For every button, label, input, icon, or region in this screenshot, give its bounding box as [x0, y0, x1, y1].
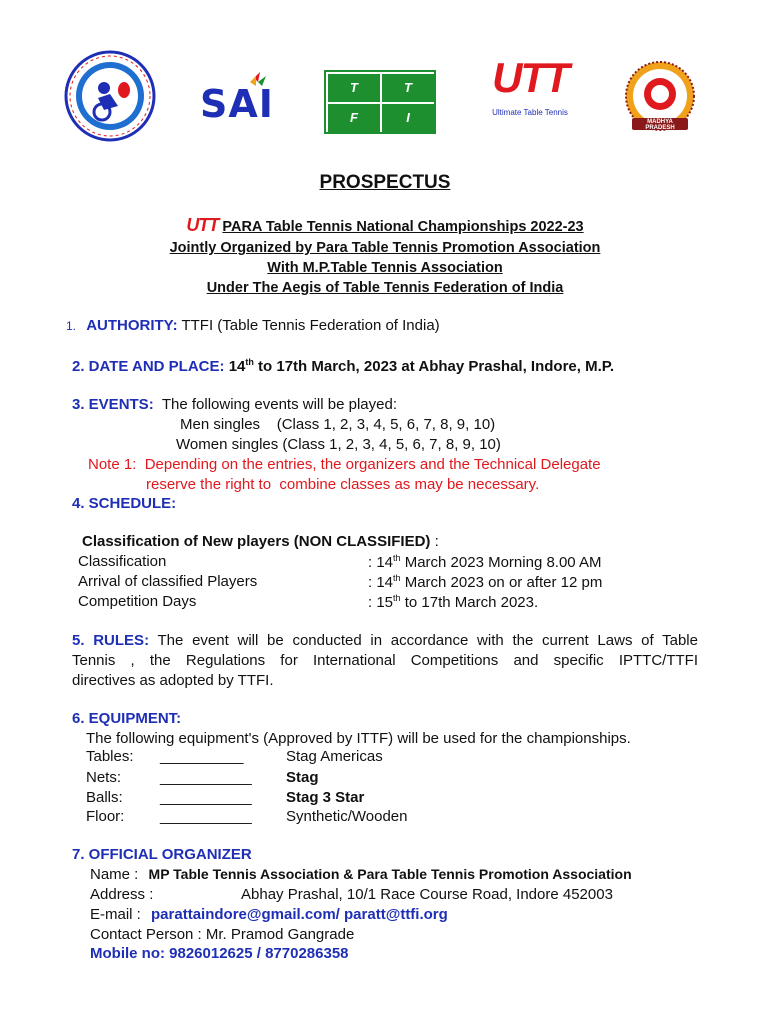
schedule-row-name-3: Competition Days [78, 593, 197, 610]
events-heading [72, 396, 397, 413]
organizer-label: 7. OFFICIAL ORGANIZER [72, 846, 252, 863]
equipment-row-value-1: Stag Americas [286, 748, 383, 765]
equipment-row-name-3: Balls: [86, 789, 123, 806]
schedule-row-date-1-sup: th [393, 553, 401, 563]
organizer-email-row [90, 906, 448, 923]
equipment-row-line-2: ___________ [160, 769, 252, 786]
date-place-label: 2. DATE AND PLACE: [72, 358, 225, 375]
schedule-row-date-3-sup: th [393, 593, 401, 603]
events-intro: The following events will be played: [161, 396, 397, 413]
authority-label: AUTHORITY: [86, 317, 178, 334]
rules-label: 5. RULES: [72, 632, 150, 649]
schedule-row-name-1: Classification [78, 553, 167, 570]
equipment-row-value-2: Stag [286, 769, 319, 786]
equipment-row-line-1: __________ [160, 748, 244, 765]
equipment-row-value-3: Stag 3 Star [286, 789, 365, 806]
equipment-row-name-1: Tables: [86, 748, 134, 765]
organizer-address-label: Address : [90, 886, 154, 903]
date-day: 14 [228, 358, 246, 375]
ttfi-cell-2: T [382, 74, 434, 102]
sai-text: SAI [200, 82, 274, 126]
rules-section [72, 631, 698, 691]
organizer-name: MP Table Tennis Association & Para Table Tennis Promotion Association [148, 866, 632, 882]
rules-line-3: directives as adopted by TTFI. [72, 672, 274, 689]
ttfi-cell-4: I [382, 104, 434, 132]
authority-number: 1. [66, 319, 77, 333]
organizer-contact: Contact Person : Mr. Pramod Gangrade [90, 926, 355, 943]
organizer-address: Abhay Prashal, 10/1 Race Course Road, Indore 452003 [241, 886, 613, 903]
heading-line-2: Jointly Organized by Para Table Tennis Promotion Association [169, 240, 601, 256]
ttfi-logo [324, 70, 436, 134]
schedule-label: 4. SCHEDULE: [72, 495, 177, 512]
ttfi-cell-3: F [328, 104, 380, 132]
schedule-row-date-3-post: to 17th March 2023. [400, 594, 539, 611]
equipment-row-value-4: Synthetic/Wooden [286, 808, 408, 825]
organizer-mobile: Mobile no: 9826012625 / 8770286358 [90, 945, 349, 962]
equipment-intro: The following equipment's (Approved by ITTF) will be used for the championships. [86, 730, 631, 747]
heading-line-1 [0, 215, 770, 236]
equipment-row-line-4: ___________ [160, 808, 252, 825]
schedule-row-date-3 [368, 593, 538, 611]
rules-text-1: The event will be conducted in accordance with the current Laws of Table [157, 632, 698, 649]
organizer-email-label: E-mail : [90, 906, 141, 923]
utt-subtitle: Ultimate Table Tennis [492, 108, 568, 117]
authority-text: TTFI (Table Tennis Federation of India) [181, 317, 440, 334]
events-women: Women singles (Class 1, 2, 3, 4, 5, 6, 7, 8, 9, 10) [176, 436, 501, 453]
classification-title-row [82, 533, 439, 550]
equipment-row-name-2: Nets: [86, 769, 122, 786]
utt-mark: UTT [492, 54, 568, 101]
authority-section [66, 317, 440, 334]
schedule-row-date-1-post: March 2023 Morning 8.00 AM [400, 554, 602, 571]
schedule-row-name-2: Arrival of classified Players [78, 573, 258, 590]
logo-row [0, 48, 770, 148]
date-place-text: to 17th March, 2023 at Abhay Prashal, Indore, M.P. [258, 358, 614, 375]
rules-line-1 [72, 631, 698, 651]
rules-line-2: Tennis , the Regulations for International Competitions and specific IPTTC/TTFI [72, 652, 698, 669]
equipment-row-line-3: ___________ [160, 789, 252, 806]
page-title: PROSPECTUS [319, 172, 451, 193]
events-note-line-2: reserve the right to combine classes as may be necessary. [146, 476, 540, 493]
equipment-label: 6. EQUIPMENT: [72, 710, 182, 727]
ttfi-cell-1: T [328, 74, 380, 102]
classification-title: Classification of New players (NON CLASSIFIED) [82, 533, 431, 550]
schedule-row-date-1-pre: : 14 [368, 554, 394, 571]
heading-line-4: Under The Aegis of Table Tennis Federation of India [206, 280, 564, 296]
events-label: 3. EVENTS: [72, 396, 154, 413]
para-tt-association-logo [64, 50, 156, 142]
organizer-email-link[interactable]: parattaindore@gmail.com/ paratt@ttfi.org [151, 906, 448, 923]
equipment-row-name-4: Floor: [86, 808, 125, 825]
schedule-row-date-2 [368, 573, 602, 591]
schedule-row-date-3-pre: : 15 [368, 594, 394, 611]
heading-line-3: With M.P.Table Tennis Association [267, 260, 503, 276]
mp-association-logo [620, 58, 700, 138]
schedule-row-date-2-pre: : 14 [368, 574, 394, 591]
date-place-section [72, 357, 614, 375]
events-men: Men singles (Class 1, 2, 3, 4, 5, 6, 7, 8, 9, 10) [180, 416, 496, 433]
events-note-line-1 [88, 456, 601, 473]
schedule-row-date-1 [368, 553, 602, 571]
organizer-name-row [90, 866, 632, 883]
schedule-row-date-2-sup: th [393, 573, 401, 583]
championship-title: PARA Table Tennis National Championships 2022-23 [222, 219, 584, 235]
utt-logo [484, 54, 576, 134]
schedule-row-date-2-post: March 2023 on or after 12 pm [400, 574, 603, 591]
organizer-name-label: Name : [90, 866, 139, 883]
classification-colon: : [430, 533, 439, 550]
events-note-text-1: Note 1: Depending on the entries, the organizers and the Technical Delegate [88, 456, 601, 473]
mp-ribbon-text: MADHYA PRADESH [645, 119, 675, 131]
sai-logo [198, 70, 272, 130]
utt-inline-mark: UTT [186, 215, 219, 235]
date-day-sup: th [245, 357, 254, 367]
